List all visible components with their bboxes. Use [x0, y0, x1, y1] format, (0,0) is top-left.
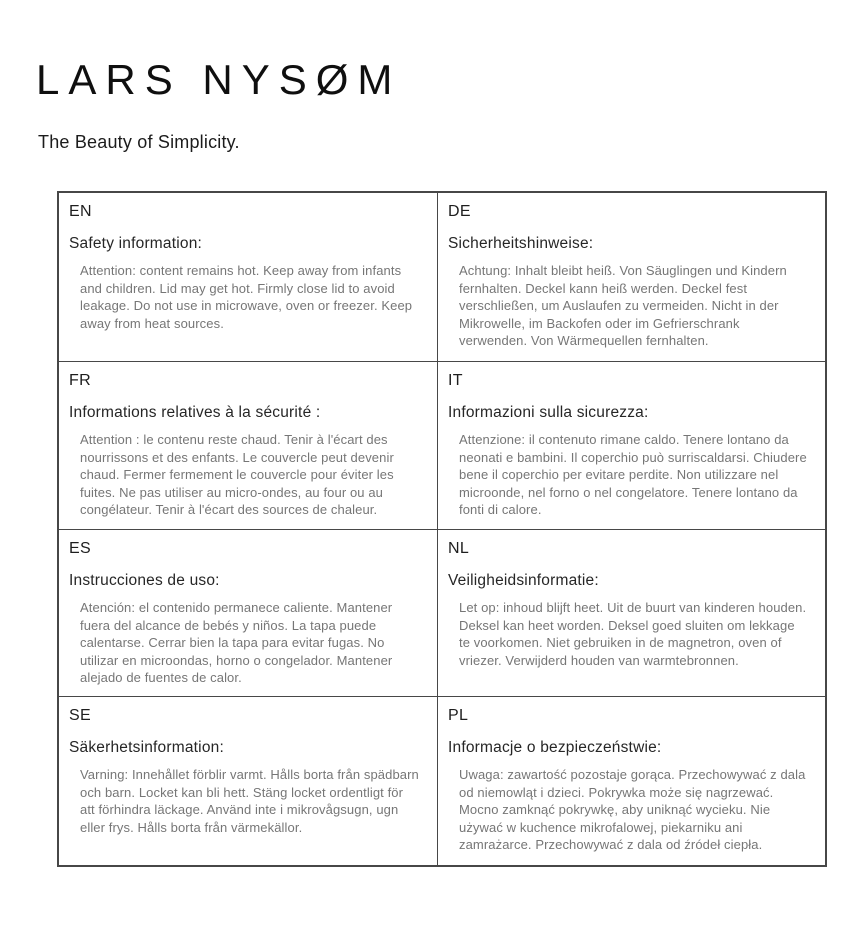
lang-cell-pl [438, 697, 825, 865]
lang-code: DE [448, 203, 471, 220]
cell-body: Varning: Innehållet förblir varmt. Hålls borta från spädbarn och barn. Locket kan bli hett. Stäng locket ordentligt för att förhindra läckage. Använd inte i mikrovågsugn, ugn eller frys. Hålls borta från värmekällor. [80, 767, 419, 835]
lang-code: SE [69, 707, 91, 724]
cell-body: Attenzione: il contenuto rimane caldo. Tenere lontano da neonati e bambini. Il coperchio può surriscaldarsi. Chiudere bene il coperchio per evitare perdite. Non utilizzare nel microonde, nel forno o nel congelatore. Tenere lontano da fonti di calore. [459, 432, 807, 517]
safety-info-sheet [0, 56, 853, 935]
cell-body: Atención: el contenido permanece caliente. Mantener fuera del alcance de bebés y niños. La tapa puede calentarse. Cerrar bien la tapa para evitar fugas. No utilizar en microondas, horno o congelador. Mantener alejado de fuentes de calor. [80, 600, 393, 685]
cell-body: Achtung: Inhalt bleibt heiß. Von Säuglingen und Kindern fernhalten. Deckel kann heiß werden. Deckel fest verschließen, um Auslaufen zu vermeiden. Nicht in der Mikrowelle, im Backofen oder im Gefrierschrank verwenden. Von Wärmequellen fernhalten. [459, 263, 787, 348]
lang-code: NL [448, 540, 470, 557]
brand-tagline: The Beauty of Simplicity. [38, 132, 240, 152]
cell-body: Uwaga: zawartość pozostaje gorąca. Przechowywać z dala od niemowląt i dzieci. Pokrywka może się nagrzewać. Mocno zamknąć pokrywkę, aby uniknąć wycieku. Nie używać w kuchence mikrofalowej, piekarniku ani zamrażarce. Przechowywać z dala od źródeł ciepła. [459, 767, 806, 852]
cell-heading: Informazioni sulla sicurezza: [448, 404, 649, 421]
lang-cell-nl [438, 530, 825, 697]
lang-cell-es [59, 530, 438, 697]
lang-code: FR [69, 372, 91, 389]
lang-code: EN [69, 203, 92, 220]
lang-cell-en [59, 193, 438, 362]
lang-code: ES [69, 540, 91, 557]
cell-heading: Informations relatives à la sécurité : [69, 404, 321, 421]
lang-cell-it [438, 362, 825, 530]
cell-heading: Safety information: [69, 235, 203, 252]
lang-cell-de [438, 193, 825, 362]
cell-body: Attention : le contenu reste chaud. Tenir à l'écart des nourrissons et des enfants. Le couvercle peut devenir chaud. Fermer fermement le couvercle pour éviter les fuites. Ne pas utiliser au micro-ondes, au four ou au congélateur. Tenir à l'écart des sources de chaleur. [80, 432, 394, 517]
cell-body: Let op: inhoud blijft heet. Uit de buurt van kinderen houden. Deksel kan heet worden. Deksel goed sluiten om lekkage te voorkomen. Niet gebruiken in de magnetron, oven of vriezer. Verwijderd houden van warmtebronnen. [459, 600, 807, 668]
lang-code: PL [448, 707, 469, 724]
lang-cell-se [59, 697, 438, 865]
cell-heading: Säkerhetsinformation: [69, 739, 224, 756]
cell-heading: Informacje o bezpieczeństwie: [448, 739, 662, 756]
safety-info-table [57, 191, 827, 867]
lang-code: IT [448, 372, 463, 389]
cell-body: Attention: content remains hot. Keep away from infants and children. Lid may get hot. Firmly close lid to avoid leakage. Do not use in microwave, oven or freezer. Keep away from heat sources. [80, 263, 413, 331]
cell-heading: Instrucciones de uso: [69, 572, 220, 589]
cell-heading: Sicherheitshinweise: [448, 235, 594, 252]
lang-cell-fr [59, 362, 438, 530]
brand-logo: LARS NYSØM [36, 56, 402, 103]
cell-heading: Veiligheidsinformatie: [448, 572, 599, 589]
